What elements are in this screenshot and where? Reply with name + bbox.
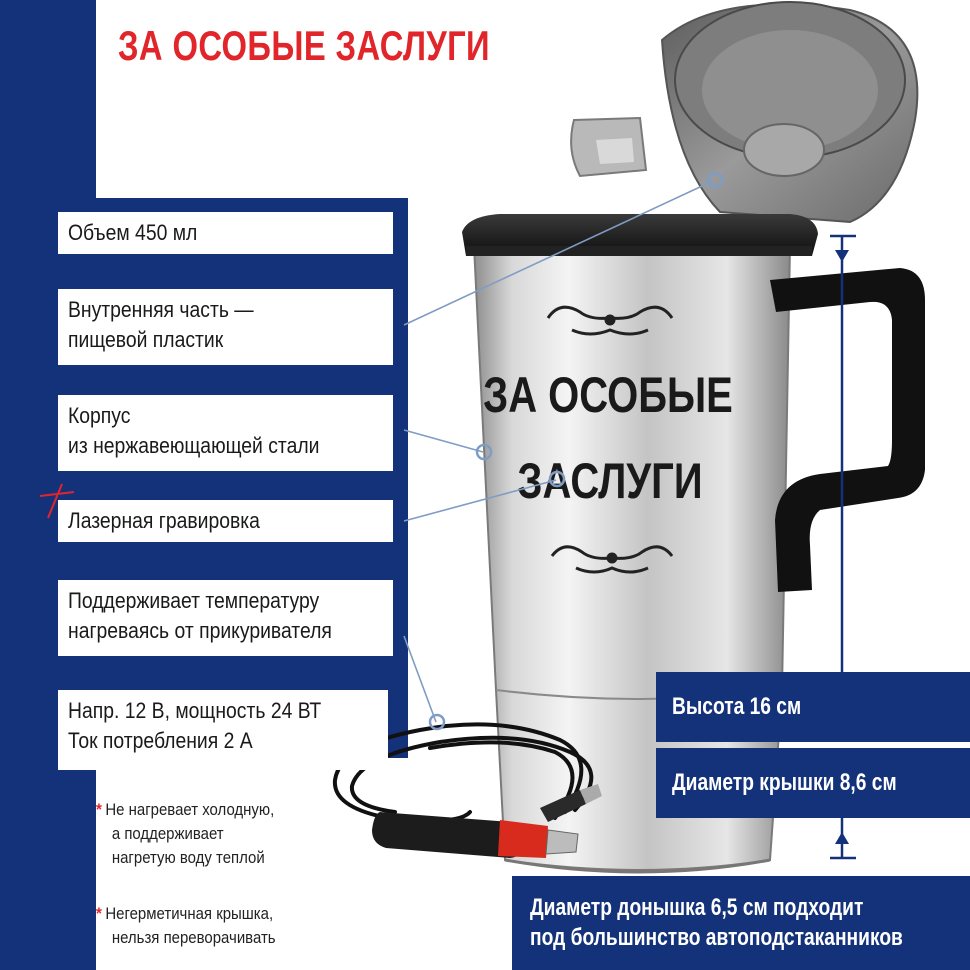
spec-power xyxy=(58,690,388,770)
dimension-base-line-1: Диаметр донышка 6,5 см подходит xyxy=(530,894,864,921)
spec-laser-engraving xyxy=(58,495,398,547)
spec-body xyxy=(58,390,398,476)
spec-power-line-1: Напр. 12 В, мощность 24 ВТ xyxy=(68,698,322,723)
dimension-height xyxy=(656,672,970,742)
dimension-height-text: Высота 16 см xyxy=(672,693,802,720)
note-heating-line-2: а поддерживает xyxy=(111,824,224,843)
spec-temperature xyxy=(58,575,398,661)
asterisk-icon: * xyxy=(96,800,102,819)
spec-power-line-2: Ток потребления 2 А xyxy=(68,728,253,753)
note-lid-line-1: Негерметичная крышка, xyxy=(105,904,274,923)
note-heating-line-3: нагретую воду теплой xyxy=(111,848,265,867)
spec-temperature-line-2: нагреваясь от прикуривателя xyxy=(68,618,332,643)
dimension-lid-diameter xyxy=(656,748,970,818)
spec-inner-part xyxy=(58,284,398,370)
note-lid-line-2: нельзя переворачивать xyxy=(111,928,276,947)
spec-body-line-2: из нержавеющающей стали xyxy=(68,433,320,458)
engraving-line-1: ЗА ОСОБЫЕ xyxy=(483,366,733,424)
spec-body-line-1: Корпус xyxy=(68,403,131,428)
dimension-base-line-2: под большинство автоподстаканников xyxy=(530,924,903,951)
engraving-line-2: ЗАСЛУГИ xyxy=(517,452,703,510)
note-lid xyxy=(96,902,356,950)
asterisk-icon: * xyxy=(96,904,102,923)
page-title: ЗА ОСОБЫЕ ЗАСЛУГИ xyxy=(118,22,490,69)
note-heating-line-1: Не нагревает холодную, xyxy=(105,800,275,819)
spec-inner-line-1: Внутренняя часть — xyxy=(68,297,254,322)
spec-laser-text: Лазерная гравировка xyxy=(68,508,260,533)
spec-temperature-line-1: Поддерживает температуру xyxy=(68,588,320,613)
dimension-lid-text: Диаметр крышки 8,6 см xyxy=(672,769,897,796)
note-heating xyxy=(96,798,356,870)
dimension-base-diameter xyxy=(512,876,970,970)
inner-cup xyxy=(571,2,917,222)
mug-lid xyxy=(462,214,818,256)
spec-inner-line-2: пищевой пластик xyxy=(68,327,224,352)
mug-handle xyxy=(770,268,925,592)
spec-volume-text: Объем 450 мл xyxy=(68,220,198,245)
spec-volume xyxy=(58,207,398,259)
